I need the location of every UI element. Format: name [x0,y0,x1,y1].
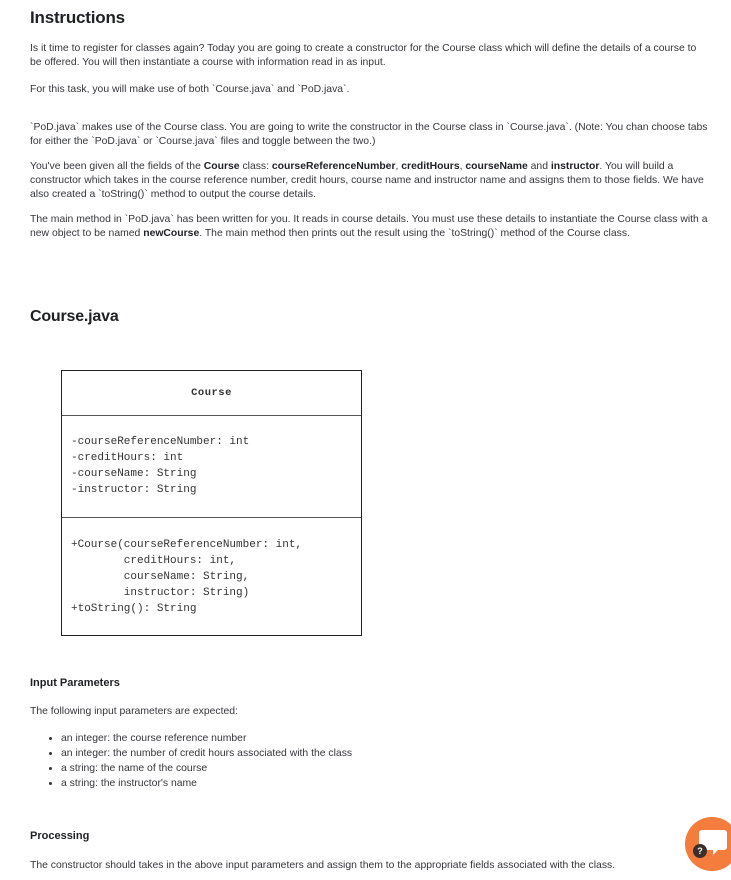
main-text-1: The main method in [30,214,125,225]
processing-heading: Processing [30,830,90,842]
uml-field: -courseReferenceNumber: int [71,436,250,448]
fields-text-4: method to output the course details. [147,189,316,200]
input-parameters-list [30,731,352,791]
input-parameters-heading: Input Parameters [30,677,120,689]
course-java-heading: Course.java [30,308,119,325]
list-item: • a string: the instructor's name [61,776,352,791]
chat-bubble-tail-icon [713,848,720,855]
uml-class-name: Course [62,371,361,416]
pod-text-3: or [140,136,156,147]
files-text-2: and [274,84,298,95]
files-text-1: For this task, you will make use of both [30,84,212,95]
pod-text-2: . (Note: You chan choose tabs for either the [30,122,708,147]
uml-method: +Course(courseReferenceNumber: int, [71,539,303,551]
files-paragraph [30,83,710,97]
tostring-code: `toString()` [98,189,148,200]
list-item: • an integer: the number of credit hours associated with the class [61,746,352,761]
fields-sep-1: , [395,161,402,172]
uml-method: +toString(): String [71,603,197,615]
tostring-code: `toString()` [448,228,498,239]
field-course-name: courseName [465,161,528,172]
uml-field: -creditHours: int [71,452,184,464]
list-item: • a string: the name of the course [61,761,352,776]
fields-text-3: . You will build a constructor which takes in the course reference number, credit hours, course name and instructor name and assigns them to those fields. We have also created a [30,161,704,200]
pod-paragraph [30,121,710,149]
processing-paragraph [30,859,710,873]
fields-text-2: class: [239,161,272,172]
intro-paragraph [30,42,710,70]
processing-text: The constructor should takes in the above input parameters and assign them to the appropriate fields associated with the class. [30,860,616,871]
input-intro-paragraph [30,705,710,719]
main-method-paragraph [30,213,710,241]
fields-text-1: You've been given all the fields of the [30,161,204,172]
field-instructor: instructor [550,161,600,172]
chat-button[interactable] [685,817,731,871]
main-text-4: method of the Course class. [497,228,630,239]
uml-method: creditHours: int, [71,555,237,567]
pod-java-code: `PoD.java` [297,84,347,95]
new-course-name: newCourse [143,228,200,239]
main-text-2: has been written for you. It reads in course details. You must use these details to instantiate the Course class with a new object to be named [30,214,708,239]
course-class-name: Course [203,161,240,172]
uml-field: -courseName: String [71,468,197,480]
intro-text: Is it time to register for classes again? Today you are going to create a constructor for the Course class which will define the details of a course to be offered. You will then instantiate a course with information read in as input. [30,43,697,68]
uml-method: courseName: String, [71,571,250,583]
list-item: • an integer: the course reference number [61,731,352,746]
course-java-code: `Course.java` [211,84,275,95]
course-java-code: `Course.java` [155,136,218,147]
field-credit-hours: creditHours [401,161,460,172]
pod-text-4: files and toggle between the two.) [217,136,376,147]
pod-java-code: `PoD.java` [91,136,141,147]
fields-sep-3: and [527,161,551,172]
files-text-3: . [346,84,350,95]
field-course-reference-number: courseReferenceNumber [271,161,396,172]
fields-sep-2: , [459,161,466,172]
instructions-heading: Instructions [30,8,125,27]
uml-methods-section [62,518,361,617]
uml-method: instructor: String) [71,587,250,599]
uml-fields-section [62,416,361,518]
main-text-3: . The main method then prints out the result using the [199,228,448,239]
course-java-code: `Course.java` [506,122,569,133]
pod-java-code: `PoD.java` [124,214,174,225]
help-badge: ? [693,844,707,858]
pod-java-code: `PoD.java` [30,122,80,133]
input-intro-text: The following input parameters are expected: [30,706,238,717]
fields-paragraph [30,160,710,202]
uml-field: -instructor: String [71,484,197,496]
uml-class-diagram [61,370,362,636]
pod-text-1: makes use of the Course class. You are going to write the constructor in the Course class in [79,122,507,133]
